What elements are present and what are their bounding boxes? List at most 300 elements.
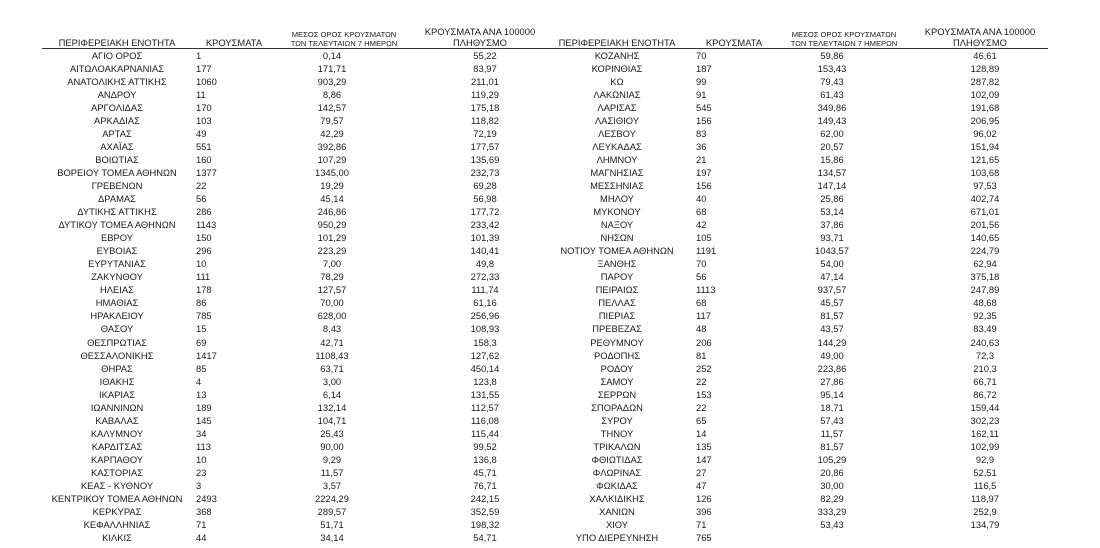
cases-cell: 22 xyxy=(196,179,207,191)
per100k-cell: 48,68 xyxy=(973,297,997,309)
region-cell: ΕΥΡΥΤΑΝΙΑΣ xyxy=(88,258,146,270)
per100k-cell: 52,51 xyxy=(973,467,997,478)
per100k-cell: 211,01 xyxy=(471,75,499,87)
avg7-cell: 79,43 xyxy=(820,75,844,87)
avg7-cell: 45,14 xyxy=(320,193,344,205)
avg7-cell: 93,71 xyxy=(820,232,844,244)
avg7-cell: 81,57 xyxy=(820,440,844,452)
per100k-cell: 96,02 xyxy=(973,127,997,139)
cases-cell: 156 xyxy=(696,114,712,126)
table-row xyxy=(42,362,548,375)
per100k-cell: 140,41 xyxy=(470,245,500,257)
right-table-block xyxy=(542,22,1048,544)
table-row xyxy=(42,114,548,127)
region-cell: ΦΘΙΩΤΙΔΑΣ xyxy=(591,453,643,465)
region-cell: ΧΑΛΚΙΔΙΚΗΣ xyxy=(589,493,645,505)
per100k-cell: 45,71 xyxy=(473,467,497,478)
table-row xyxy=(42,427,548,440)
per100k-cell: 69,28 xyxy=(473,179,497,191)
region-cell: ΦΩΚΙΔΑΣ xyxy=(596,480,638,492)
cases-cell: 40 xyxy=(696,193,707,205)
per100k-cell: 92,9 xyxy=(975,453,995,465)
per100k-cell: 118,82 xyxy=(471,114,499,126)
header-avg7-line2: ΤΩΝ ΤΕΛΕΥΤΑΙΩΝ 7 ΗΜΕΡΩΝ xyxy=(290,38,398,48)
per100k-cell: 201,56 xyxy=(970,219,1000,231)
table-row xyxy=(542,153,1048,166)
avg7-cell: 2224,29 xyxy=(315,493,349,505)
avg7-cell: 223,86 xyxy=(817,362,847,374)
per100k-cell: 103,68 xyxy=(970,166,1000,178)
header-cases: ΚΡΟΥΣΜΑΤΑ xyxy=(192,22,276,48)
table-row xyxy=(42,166,548,179)
per100k-cell: 115,44 xyxy=(471,427,499,439)
region-cell: ΚΕΑΣ - ΚΥΘΝΟΥ xyxy=(80,480,154,492)
table-row xyxy=(42,179,548,192)
per100k-cell: 272,33 xyxy=(470,271,500,283)
per100k-cell: 232,73 xyxy=(470,166,500,178)
per100k-cell: 76,71 xyxy=(473,480,497,492)
cases-cell: 70 xyxy=(696,49,707,61)
region-cell: ΑΡΤΑΣ xyxy=(102,127,132,139)
cases-cell: 11 xyxy=(196,88,206,100)
right-table-body xyxy=(542,48,1048,544)
region-cell: ΡΕΘΥΜΝΟΥ xyxy=(590,336,644,348)
cases-cell: 86 xyxy=(196,297,207,309)
cases-cell: 1377 xyxy=(196,166,217,178)
table-row xyxy=(42,479,548,492)
region-cell: ΚΩ xyxy=(610,75,624,87)
cases-cell: 117 xyxy=(696,310,711,322)
header-avg7-line2: ΤΩΝ ΤΕΛΕΥΤΑΙΩΝ 7 ΗΜΕΡΩΝ xyxy=(790,38,898,48)
avg7-cell: 392,86 xyxy=(317,140,347,152)
per100k-cell: 92,35 xyxy=(973,310,997,322)
avg7-cell: 104,71 xyxy=(317,414,347,426)
region-cell: ΠΕΙΡΑΙΩΣ xyxy=(595,284,639,296)
region-cell: ΚΕΝΤΡΙΚΟΥ ΤΟΜΕΑ ΑΘΗΝΩΝ xyxy=(51,493,183,505)
region-cell: ΝΟΤΙΟΥ ΤΟΜΕΑ ΑΘΗΝΩΝ xyxy=(560,245,674,257)
table-row xyxy=(542,427,1048,440)
cases-cell: 91 xyxy=(696,88,707,100)
cases-cell: 111 xyxy=(196,271,211,283)
cases-cell: 27 xyxy=(696,467,707,478)
per100k-cell: 55,22 xyxy=(473,49,497,61)
header-row xyxy=(542,22,1048,48)
avg7-cell: 1345,00 xyxy=(315,166,349,178)
region-cell: ΘΕΣΣΑΛΟΝΙΚΗΣ xyxy=(80,349,154,361)
avg7-cell: 132,14 xyxy=(317,401,347,413)
cases-cell: 68 xyxy=(696,297,707,309)
region-cell: ΑΝΔΡΟΥ xyxy=(97,88,137,100)
region-cell: ΚΑΒΑΛΑΣ xyxy=(95,414,139,426)
table-row xyxy=(42,336,548,349)
table-row xyxy=(542,440,1048,453)
per100k-cell: 97,53 xyxy=(973,179,997,191)
region-cell: ΗΛΕΙΑΣ xyxy=(100,284,134,296)
table-row xyxy=(542,257,1048,270)
region-cell: ΕΒΡΟΥ xyxy=(100,232,133,244)
cases-cell: 187 xyxy=(696,62,712,74)
cases-cell: 197 xyxy=(696,166,712,178)
table-row xyxy=(42,244,548,257)
region-cell: ΠΡΕΒΕΖΑΣ xyxy=(592,323,642,335)
region-cell: ΗΡΑΚΛΕΙΟΥ xyxy=(90,310,144,322)
avg7-cell: 289,57 xyxy=(317,506,347,518)
cases-cell: 1 xyxy=(196,49,202,61)
table-row xyxy=(42,270,548,283)
region-cell: ΧΑΝΙΩΝ xyxy=(599,506,635,518)
region-cell: ΑΡΚΑΔΙΑΣ xyxy=(94,114,140,126)
header-per100k-line1: ΚΡΟΥΣΜΑΤΑ ΑΝΑ 100000 xyxy=(924,25,1036,37)
avg7-cell: 34,14 xyxy=(320,532,344,544)
header-per100k xyxy=(412,22,548,48)
region-cell: ΦΛΩΡΙΝΑΣ xyxy=(592,467,642,478)
avg7-cell: 333,29 xyxy=(817,506,847,518)
cases-cell: 14 xyxy=(696,427,707,439)
table-row xyxy=(542,309,1048,322)
avg7-cell: 171,71 xyxy=(317,62,347,74)
cases-cell: 147 xyxy=(696,453,712,465)
cases-cell: 48 xyxy=(696,323,707,335)
per100k-cell: 242,15 xyxy=(470,493,500,505)
region-cell: ΗΜΑΘΙΑΣ xyxy=(95,297,139,309)
cases-cell: 65 xyxy=(696,414,707,426)
table-row xyxy=(542,101,1048,114)
avg7-cell: 43,57 xyxy=(820,323,844,335)
per100k-cell: 66,71 xyxy=(973,375,997,387)
per100k-cell: 128,89 xyxy=(970,62,1000,74)
region-cell: ΘΕΣΠΡΩΤΙΑΣ xyxy=(87,336,147,348)
per100k-cell: 210,3 xyxy=(973,362,997,374)
region-cell: ΡΟΔΟΥ xyxy=(600,362,634,374)
table-row xyxy=(542,492,1048,505)
region-cell: ΙΩΑΝΝΙΝΩΝ xyxy=(90,401,144,413)
table-row xyxy=(42,531,548,544)
avg7-cell: 903,29 xyxy=(317,75,347,87)
avg7-cell xyxy=(776,531,912,544)
region-cell: ΣΥΡΟΥ xyxy=(601,414,633,426)
per100k-cell: 108,93 xyxy=(470,323,500,335)
header-region: ΠΕΡΙΦΕΡΕΙΑΚΗ ΕΝΟΤΗΤΑ xyxy=(542,22,692,48)
cases-cell: 10 xyxy=(196,453,207,465)
region-cell: ΜΑΓΝΗΣΙΑΣ xyxy=(590,166,644,178)
avg7-cell: 147,14 xyxy=(817,179,847,191)
cases-cell: 56 xyxy=(696,271,707,283)
cases-cell: 785 xyxy=(196,310,212,322)
table-row xyxy=(42,140,548,153)
avg7-cell: 11,57 xyxy=(820,427,844,439)
per100k-cell: 402,74 xyxy=(970,193,1000,205)
cases-cell: 23 xyxy=(196,467,207,478)
region-cell: ΥΠΟ ΔΙΕΡΕΥΝΗΣΗ xyxy=(575,532,659,544)
avg7-cell: 142,57 xyxy=(317,101,347,113)
table-row xyxy=(42,414,548,427)
avg7-cell: 1108,43 xyxy=(315,349,349,361)
region-cell: ΑΝΑΤΟΛΙΚΗΣ ΑΤΤΙΚΗΣ xyxy=(67,75,167,87)
cases-cell: 2493 xyxy=(196,493,217,505)
table-row xyxy=(42,75,548,88)
cases-cell: 368 xyxy=(196,506,212,518)
per100k-cell: 123,8 xyxy=(473,375,497,387)
header-avg7-line1: ΜΕΣΟΣ ΟΡΟΣ ΚΡΟΥΣΜΑΤΩΝ xyxy=(791,29,897,39)
avg7-cell: 27,86 xyxy=(820,375,844,387)
avg7-cell: 59,86 xyxy=(820,49,844,61)
region-cell: ΠΕΛΛΑΣ xyxy=(598,297,636,309)
avg7-cell: 54,00 xyxy=(820,258,844,270)
region-cell: ΑΡΓΟΛΙΔΑΣ xyxy=(91,101,143,113)
cases-cell: 44 xyxy=(196,532,207,544)
region-cell: ΠΑΡΟΥ xyxy=(600,271,634,283)
cases-cell: 145 xyxy=(196,414,212,426)
avg7-cell: 15,86 xyxy=(820,153,844,165)
per100k-cell: 119,29 xyxy=(471,88,499,100)
cases-cell: 296 xyxy=(196,245,212,257)
per100k-cell: 252,9 xyxy=(973,506,997,518)
avg7-cell: 53,14 xyxy=(820,206,844,218)
avg7-cell: 11,57 xyxy=(320,467,344,478)
table-row xyxy=(542,401,1048,414)
per100k-cell: 177,57 xyxy=(470,140,500,152)
cases-cell: 177 xyxy=(196,62,212,74)
per100k-cell: 54,71 xyxy=(473,532,497,544)
table-row xyxy=(542,48,1048,62)
region-cell: ΑΧΑΪΑΣ xyxy=(100,140,134,152)
table-row xyxy=(542,362,1048,375)
per100k-cell: 134,79 xyxy=(970,519,1000,531)
per100k-cell: 83,97 xyxy=(473,62,497,74)
cases-cell: 126 xyxy=(696,493,712,505)
cases-cell: 81 xyxy=(696,349,707,361)
table-row xyxy=(542,179,1048,192)
table-row xyxy=(542,453,1048,466)
header-avg7 xyxy=(276,22,412,48)
table-row xyxy=(42,257,548,270)
per100k-cell: 158,3 xyxy=(473,336,497,348)
avg7-cell: 153,43 xyxy=(817,62,847,74)
per100k-cell: 247,89 xyxy=(970,284,1000,296)
avg7-cell: 20,86 xyxy=(820,467,844,478)
avg7-cell: 63,71 xyxy=(320,362,344,374)
avg7-cell: 7,00 xyxy=(322,258,342,270)
table-row xyxy=(542,231,1048,244)
cases-cell: 1417 xyxy=(196,349,217,361)
per100k-cell: 224,79 xyxy=(970,245,1000,257)
avg7-cell: 349,86 xyxy=(817,101,847,113)
per100k-cell: 135,69 xyxy=(470,153,500,165)
header-region: ΠΕΡΙΦΕΡΕΙΑΚΗ ΕΝΟΤΗΤΑ xyxy=(42,22,192,48)
region-cell: ΚΙΛΚΙΣ xyxy=(102,532,132,544)
per100k-cell: 102,09 xyxy=(970,88,1000,100)
cases-cell: 4 xyxy=(196,375,202,387)
avg7-cell: 81,57 xyxy=(820,310,844,322)
table-row xyxy=(542,479,1048,492)
region-cell: ΔΡΑΜΑΣ xyxy=(98,193,136,205)
avg7-cell: 101,29 xyxy=(317,232,347,244)
cases-cell: 160 xyxy=(196,153,212,165)
table-row xyxy=(42,309,548,322)
region-cell: ΚΕΦΑΛΛΗΝΙΑΣ xyxy=(83,519,151,531)
table-row xyxy=(42,322,548,335)
table-row xyxy=(542,140,1048,153)
per100k-cell: 46,61 xyxy=(973,49,997,61)
per100k-cell: 62,94 xyxy=(973,258,997,270)
cases-cell: 113 xyxy=(196,440,211,452)
per100k-cell: 206,95 xyxy=(970,114,1000,126)
cases-cell: 22 xyxy=(696,375,707,387)
cases-cell: 153 xyxy=(696,388,712,400)
table-row xyxy=(542,466,1048,479)
cases-cell: 1060 xyxy=(196,75,217,87)
region-cell: ΜΥΚΟΝΟΥ xyxy=(593,206,641,218)
per100k-cell: 256,96 xyxy=(470,310,500,322)
region-cell: ΛΕΣΒΟΥ xyxy=(598,127,636,139)
cases-cell: 252 xyxy=(696,362,712,374)
per100k-cell: 86,72 xyxy=(973,388,997,400)
cases-cell: 396 xyxy=(696,506,712,518)
avg7-cell: 105,29 xyxy=(817,453,847,465)
per100k-cell: 162,11 xyxy=(971,427,999,439)
cases-cell: 34 xyxy=(196,427,207,439)
left-table-block xyxy=(42,22,548,544)
region-cell: ΣΕΡΡΩΝ xyxy=(597,388,637,400)
avg7-cell: 246,86 xyxy=(317,206,347,218)
cases-cell: 765 xyxy=(696,532,712,544)
avg7-cell: 18,71 xyxy=(820,401,844,413)
left-cases-table xyxy=(42,22,548,544)
table-row xyxy=(542,127,1048,140)
avg7-cell: 3,57 xyxy=(322,480,342,492)
avg7-cell: 57,43 xyxy=(820,414,844,426)
table-row xyxy=(542,505,1048,518)
cases-cell: 178 xyxy=(196,284,212,296)
avg7-cell: 47,14 xyxy=(820,271,844,283)
cases-cell: 71 xyxy=(696,519,707,531)
cases-cell: 1191 xyxy=(696,245,717,257)
per100k-cell: 101,39 xyxy=(470,232,500,244)
region-cell: ΘΑΣΟΥ xyxy=(100,323,134,335)
region-cell: ΤΡΙΚΑΛΩΝ xyxy=(593,440,641,452)
region-cell: ΝΗΣΩΝ xyxy=(600,232,634,244)
region-cell: ΜΕΣΣΗΝΙΑΣ xyxy=(590,179,644,191)
region-cell: ΚΑΡΠΑΘΟΥ xyxy=(90,453,144,465)
per100k-cell: 121,65 xyxy=(970,153,1000,165)
cases-cell: 545 xyxy=(696,101,712,113)
table-row xyxy=(542,114,1048,127)
table-row xyxy=(42,466,548,479)
table-row xyxy=(542,296,1048,309)
region-cell: ΔΥΤΙΚΟΥ ΤΟΜΕΑ ΑΘΗΝΩΝ xyxy=(58,219,176,231)
avg7-cell: 51,71 xyxy=(320,519,344,531)
region-cell: ΝΑΞΟΥ xyxy=(600,219,634,231)
per100k-cell: 175,18 xyxy=(470,101,500,113)
region-cell: ΓΡΕΒΕΝΩΝ xyxy=(91,179,143,191)
per100k-cell: 131,55 xyxy=(470,388,500,400)
per100k-cell: 116,5 xyxy=(973,480,997,492)
region-cell: ΜΗΛΟΥ xyxy=(600,193,634,205)
table-row xyxy=(42,401,548,414)
per100k-cell: 375,18 xyxy=(970,271,1000,283)
avg7-cell: 95,14 xyxy=(820,388,844,400)
avg7-cell: 90,00 xyxy=(320,440,344,452)
table-row xyxy=(42,101,548,114)
table-row xyxy=(542,205,1048,218)
cases-cell: 42 xyxy=(696,219,707,231)
cases-cell: 68 xyxy=(696,206,707,218)
cases-cell: 56 xyxy=(196,193,207,205)
cases-cell: 1143 xyxy=(196,219,217,231)
table-row xyxy=(42,62,548,75)
cases-cell: 3 xyxy=(196,480,202,492)
cases-cell: 10 xyxy=(196,258,207,270)
cases-cell: 22 xyxy=(696,401,707,413)
table-row xyxy=(42,296,548,309)
table-row xyxy=(42,283,548,296)
cases-cell: 49 xyxy=(196,127,207,139)
region-cell: ΚΑΛΥΜΝΟΥ xyxy=(90,427,144,439)
region-cell: ΖΑΚΥΝΘΟΥ xyxy=(91,271,143,283)
table-row xyxy=(542,75,1048,88)
header-cases: ΚΡΟΥΣΜΑΤΑ xyxy=(692,22,776,48)
avg7-cell: 19,29 xyxy=(320,179,344,191)
region-cell: ΔΥΤΙΚΗΣ ΑΤΤΙΚΗΣ xyxy=(77,206,157,218)
per100k-cell: 302,23 xyxy=(970,414,1000,426)
region-cell: ΣΑΜΟΥ xyxy=(600,375,634,387)
per100k-cell: 61,16 xyxy=(473,297,497,309)
avg7-cell: 8,43 xyxy=(322,323,342,335)
cases-cell: 135 xyxy=(696,440,712,452)
avg7-cell: 37,86 xyxy=(820,219,844,231)
table-row xyxy=(542,375,1048,388)
per100k-cell xyxy=(912,531,1048,544)
table-row xyxy=(542,218,1048,231)
region-cell: ΒΟΡΕΙΟΥ ΤΟΜΕΑ ΑΘΗΝΩΝ xyxy=(57,166,177,178)
avg7-cell: 134,57 xyxy=(817,166,847,178)
table-row xyxy=(542,414,1048,427)
table-row xyxy=(542,62,1048,75)
avg7-cell: 628,00 xyxy=(317,310,347,322)
avg7-cell: 78,29 xyxy=(320,271,344,283)
avg7-cell: 82,29 xyxy=(820,493,844,505)
table-row xyxy=(42,388,548,401)
table-row xyxy=(42,518,548,531)
table-row xyxy=(542,166,1048,179)
header-per100k xyxy=(912,22,1048,48)
avg7-cell: 0,14 xyxy=(322,49,342,61)
table-row xyxy=(542,88,1048,101)
avg7-cell: 79,57 xyxy=(320,114,344,126)
per100k-cell: 140,65 xyxy=(970,232,1000,244)
per100k-cell: 159,44 xyxy=(970,401,1000,413)
cases-cell: 70 xyxy=(696,258,707,270)
per100k-cell: 99,52 xyxy=(473,440,497,452)
table-row xyxy=(42,231,548,244)
table-row xyxy=(42,153,548,166)
table-row xyxy=(42,127,548,140)
avg7-cell: 45,57 xyxy=(820,297,844,309)
region-cell: ΘΗΡΑΣ xyxy=(101,362,133,374)
avg7-cell: 42,71 xyxy=(320,336,344,348)
table-row xyxy=(42,440,548,453)
cases-cell: 150 xyxy=(196,232,212,244)
avg7-cell: 9,29 xyxy=(322,453,342,465)
per100k-cell: 450,14 xyxy=(470,362,500,374)
region-cell: ΛΑΣΙΘΙΟΥ xyxy=(594,114,640,126)
table-row xyxy=(542,531,1048,544)
table-row xyxy=(42,453,548,466)
avg7-cell: 61,43 xyxy=(820,88,844,100)
header-per100k-line2: ΠΛΗΘΥΣΜΟ xyxy=(453,36,507,48)
region-cell: ΛΑΡΙΣΑΣ xyxy=(597,101,637,113)
table-row xyxy=(542,388,1048,401)
